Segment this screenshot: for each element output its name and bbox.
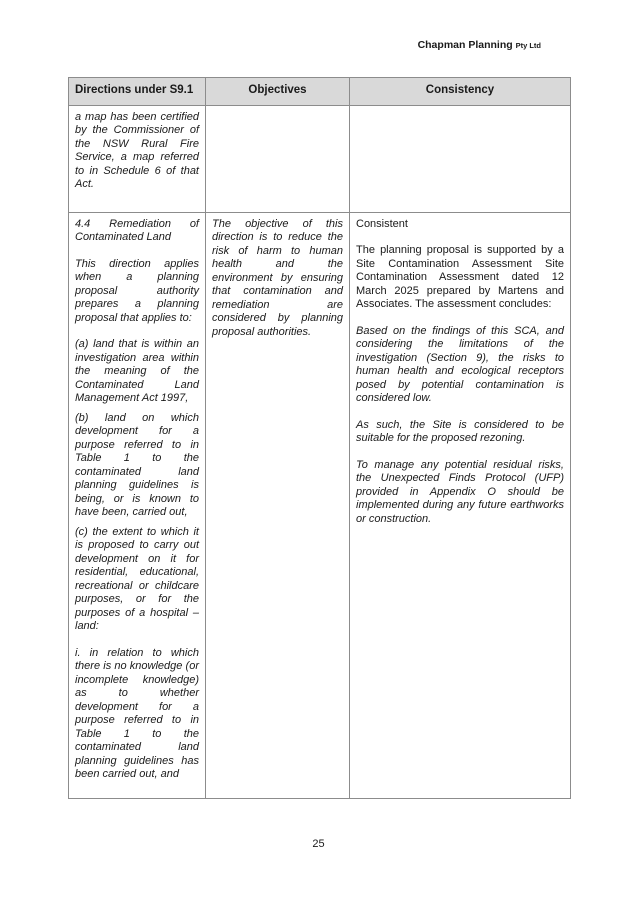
column-header-consistency: Consistency (350, 78, 571, 106)
direction-title: 4.4 Remediation of Contaminated Land (75, 217, 199, 243)
consistency-paragraph: The planning proposal is supported by a Site Contamination Assessment Site Contamination Assessment dated 12 March 2025 prepared by Martens and Associates. The assessment concludes: (356, 244, 564, 310)
direction-clause-a: (a) land that is within an investigation area within the meaning of the Contaminated Land Management Act 1997, (75, 338, 199, 404)
row1-objective-cell (206, 105, 350, 212)
consistency-quote-1: Based on the findings of this SCA, and considering the limitations of the investigation (Section 9), the risks to human health and ecological receptors posed by potential contamination is considered low. (356, 324, 564, 404)
page-header (418, 39, 541, 51)
table-header-row (69, 78, 571, 106)
row2-consistency-cell (350, 212, 571, 798)
direction-clause-b: (b) land on which development for a purpose referred to in Table 1 to the contaminated land planning guidelines is being, or is known to have been, carried out, (75, 411, 199, 518)
row1-consistency-cell (350, 105, 571, 212)
objective-text: The objective of this direction is to reduce the risk of harm to human health and the environment by ensuring that contamination and remediation are considered by planning proposal authorities. (212, 217, 343, 338)
consistency-status: Consistent (356, 217, 408, 230)
table-row (69, 105, 571, 212)
consistency-quote-3: To manage any potential residual risks, the Unexpected Finds Protocol (UFP) provided in Appendix O should be implemented during any future earthworks or construction. (356, 458, 564, 525)
column-header-directions: Directions under S9.1 (69, 78, 206, 106)
company-name: Chapman Planning (417, 39, 513, 51)
row2-direction-cell (69, 212, 206, 798)
row2-objective-cell (206, 212, 350, 798)
directions-table (68, 77, 571, 799)
table-row (69, 212, 571, 798)
direction-clause-i: i. in relation to which there is no knowledge (or incomplete knowledge) as to whether development for a purpose referred to in Table 1 to the contaminated land planning guidelines has been carried out, and (75, 646, 199, 780)
row1-direction-text: a map has been certified by the Commissioner of the NSW Rural Fire Service, a map referred to in Schedule 6 of that Act. (75, 110, 199, 190)
page-number: 25 (312, 838, 325, 850)
direction-intro: This direction applies when a planning proposal authority prepares a planning proposal that applies to: (75, 257, 199, 324)
direction-clause-c: (c) the extent to which it is proposed to carry out development on it for residential, educational, recreational or childcare purposes, or for the purposes of a hospital – land: (75, 525, 199, 632)
row1-direction-cell (69, 105, 206, 212)
consistency-quote-2: As such, the Site is considered to be suitable for the proposed rezoning. (356, 418, 564, 444)
company-suffix: Pty Ltd (515, 41, 541, 50)
column-header-objectives: Objectives (206, 78, 350, 106)
